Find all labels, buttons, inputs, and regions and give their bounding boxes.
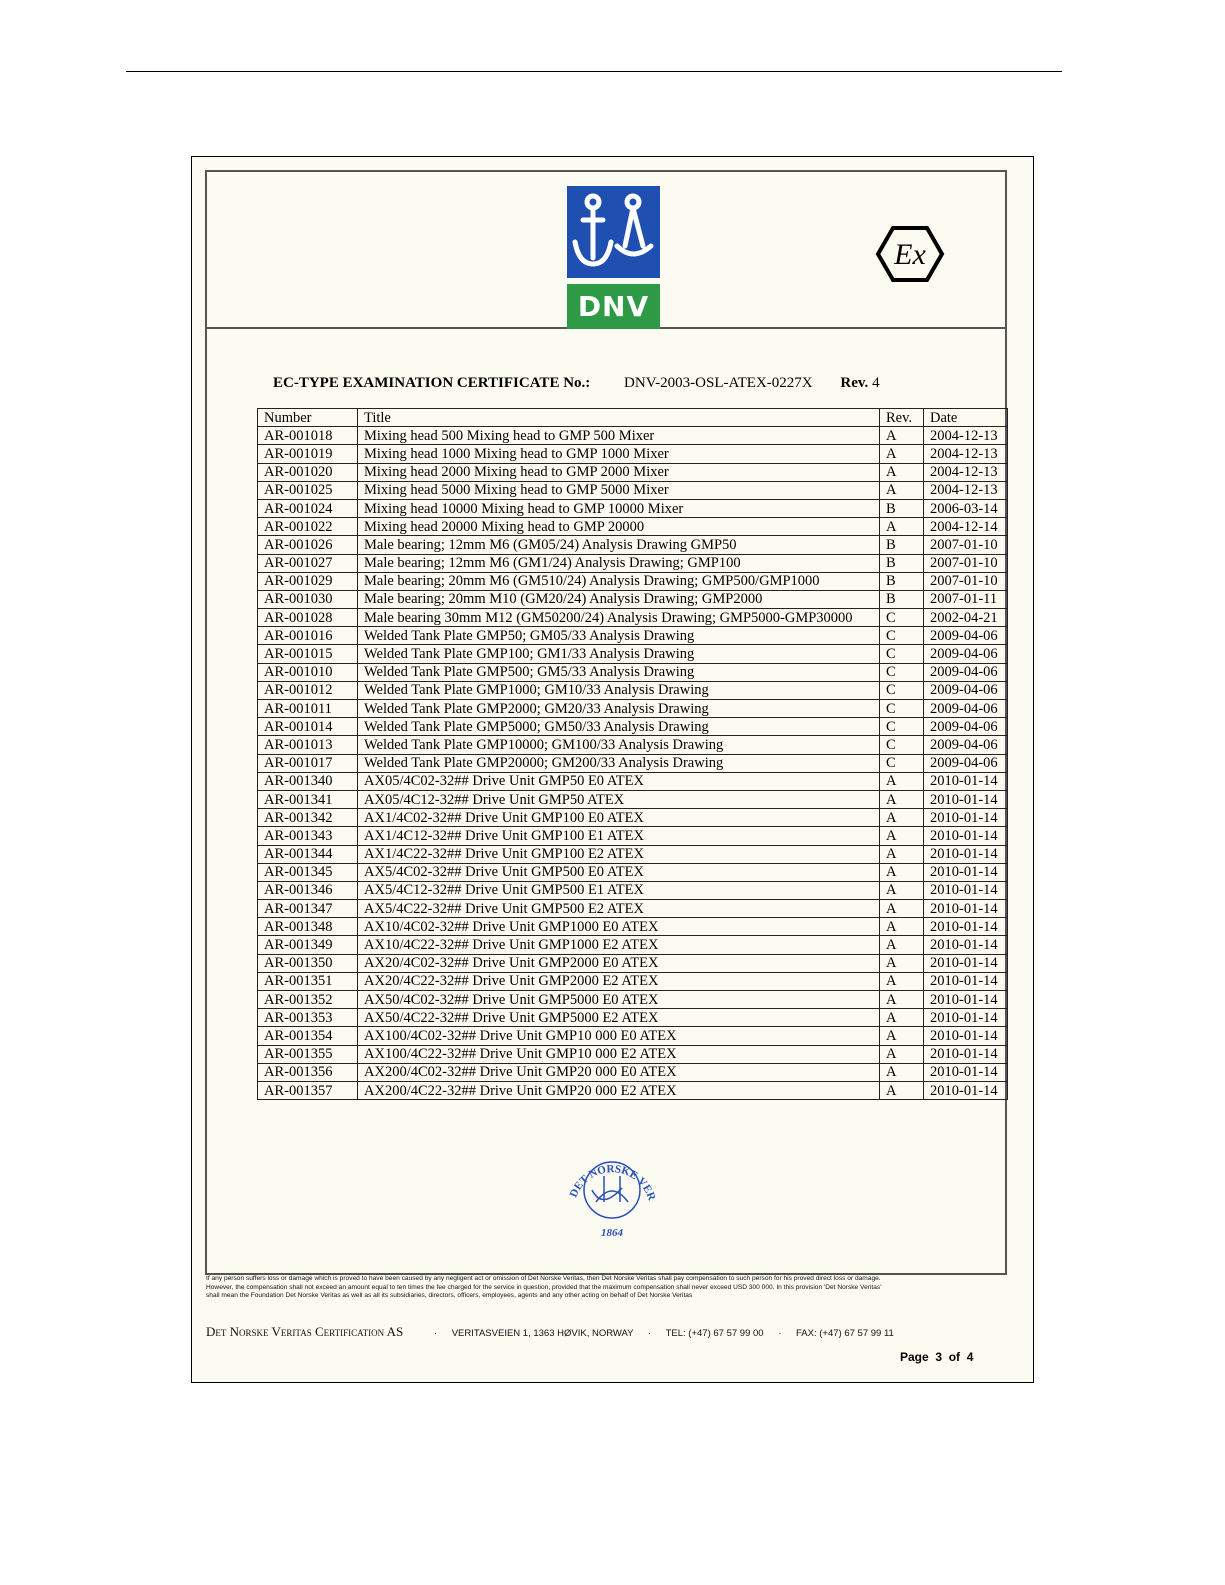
cell-title: AX100/4C02-32## Drive Unit GMP10 000 E0 ATEX <box>358 1027 880 1045</box>
cell-date: 2010-01-14 <box>924 972 1008 990</box>
cell-rev: B <box>880 536 924 554</box>
cell-rev: A <box>880 481 924 499</box>
table-row <box>258 772 1008 790</box>
table-row <box>258 463 1008 481</box>
footer-tel: TEL: (+47) 67 57 99 00 <box>665 1328 764 1339</box>
cell-date: 2004-12-13 <box>924 445 1008 463</box>
cell-title: Mixing head 2000 Mixing head to GMP 2000 Mixer <box>358 463 880 481</box>
cell-title: AX10/4C22-32## Drive Unit GMP1000 E2 ATEX <box>358 936 880 954</box>
dnv-logo: DNV <box>567 284 660 329</box>
table-row <box>258 700 1008 718</box>
seal-year: 1864 <box>601 1227 623 1239</box>
cell-rev: A <box>880 972 924 990</box>
cell-date: 2009-04-06 <box>924 681 1008 699</box>
cell-rev: B <box>880 554 924 572</box>
cell-title: Welded Tank Plate GMP100; GM1/33 Analysis Drawing <box>358 645 880 663</box>
cell-title: AX05/4C12-32## Drive Unit GMP50 ATEX <box>358 790 880 808</box>
ex-mark-text: Ex <box>894 238 926 271</box>
table-row <box>258 681 1008 699</box>
page-total: 4 <box>966 1350 974 1364</box>
cell-date: 2010-01-14 <box>924 881 1008 899</box>
cell-date: 2009-04-06 <box>924 663 1008 681</box>
table-row <box>258 627 1008 645</box>
cell-title: AX50/4C02-32## Drive Unit GMP5000 E0 ATEX <box>358 991 880 1009</box>
svg-text:DET NORSKE VERITAS <box>562 1140 658 1203</box>
cell-number: AR-001016 <box>258 627 358 645</box>
table-row <box>258 1081 1008 1099</box>
cell-date: 2010-01-14 <box>924 863 1008 881</box>
cell-date: 2009-04-06 <box>924 736 1008 754</box>
cell-date: 2002-04-21 <box>924 609 1008 627</box>
cell-rev: A <box>880 954 924 972</box>
cell-date: 2007-01-11 <box>924 590 1008 608</box>
cell-date: 2010-01-14 <box>924 827 1008 845</box>
cell-title: AX1/4C22-32## Drive Unit GMP100 E2 ATEX <box>358 845 880 863</box>
cell-date: 2010-01-14 <box>924 900 1008 918</box>
page-current: 3 <box>935 1350 943 1364</box>
cell-number: AR-001012 <box>258 681 358 699</box>
table-row <box>258 554 1008 572</box>
cell-date: 2004-12-13 <box>924 427 1008 445</box>
cell-date: 2009-04-06 <box>924 754 1008 772</box>
certificate-label: EC-TYPE EXAMINATION CERTIFICATE No.: <box>273 375 591 391</box>
cell-number: AR-001024 <box>258 499 358 517</box>
table-row <box>258 1045 1008 1063</box>
cell-date: 2006-03-14 <box>924 499 1008 517</box>
cell-title: Male bearing 30mm M12 (GM50200/24) Analysis Drawing; GMP5000-GMP30000 <box>358 609 880 627</box>
cell-rev: A <box>880 918 924 936</box>
cell-rev: C <box>880 736 924 754</box>
cell-number: AR-001015 <box>258 645 358 663</box>
cell-rev: C <box>880 700 924 718</box>
cell-rev: A <box>880 445 924 463</box>
cell-number: AR-001344 <box>258 845 358 863</box>
cell-title: AX5/4C22-32## Drive Unit GMP500 E2 ATEX <box>358 900 880 918</box>
table-row <box>258 918 1008 936</box>
cell-rev: B <box>880 499 924 517</box>
footer-company: Det Norske Veritas Certification AS <box>206 1324 404 1339</box>
cell-number: AR-001340 <box>258 772 358 790</box>
page-header-rule <box>126 71 1062 72</box>
column-header-date: Date <box>924 409 1008 427</box>
cell-number: AR-001025 <box>258 481 358 499</box>
table-row <box>258 1027 1008 1045</box>
table-row <box>258 991 1008 1009</box>
table-row <box>258 790 1008 808</box>
cell-title: AX20/4C22-32## Drive Unit GMP2000 E2 ATEX <box>358 972 880 990</box>
cell-date: 2010-01-14 <box>924 845 1008 863</box>
cell-rev: A <box>880 1027 924 1045</box>
cell-date: 2004-12-13 <box>924 463 1008 481</box>
cell-number: AR-001348 <box>258 918 358 936</box>
certificate-scan <box>191 156 1034 1383</box>
table-row <box>258 845 1008 863</box>
cell-rev: A <box>880 900 924 918</box>
table-row <box>258 954 1008 972</box>
cell-title: Mixing head 500 Mixing head to GMP 500 Mixer <box>358 427 880 445</box>
table-body <box>258 427 1008 1100</box>
cell-date: 2010-01-14 <box>924 1081 1008 1099</box>
certificate-number: DNV-2003-OSL-ATEX-0227X <box>624 375 813 391</box>
column-header-number: Number <box>258 409 358 427</box>
table-row <box>258 1009 1008 1027</box>
cell-title: AX100/4C22-32## Drive Unit GMP10 000 E2 ATEX <box>358 1045 880 1063</box>
cell-number: AR-001341 <box>258 790 358 808</box>
cell-date: 2007-01-10 <box>924 554 1008 572</box>
table-row <box>258 518 1008 536</box>
table-row <box>258 809 1008 827</box>
cell-title: AX5/4C12-32## Drive Unit GMP500 E1 ATEX <box>358 881 880 899</box>
page-indicator <box>900 1350 973 1364</box>
page-label: Page <box>900 1350 929 1364</box>
cell-title: Welded Tank Plate GMP1000; GM10/33 Analysis Drawing <box>358 681 880 699</box>
cell-date: 2010-01-14 <box>924 991 1008 1009</box>
cell-number: AR-001013 <box>258 736 358 754</box>
cell-number: AR-001342 <box>258 809 358 827</box>
cell-rev: C <box>880 681 924 699</box>
cell-rev: A <box>880 1045 924 1063</box>
cell-title: Male bearing; 20mm M10 (GM20/24) Analysis Drawing; GMP2000 <box>358 590 880 608</box>
dnv-anchor-icon <box>567 186 660 278</box>
cell-title: Male bearing; 12mm M6 (GM05/24) Analysis Drawing GMP50 <box>358 536 880 554</box>
cell-date: 2004-12-13 <box>924 481 1008 499</box>
cell-date: 2010-01-14 <box>924 1009 1008 1027</box>
page-of-label: of <box>948 1350 961 1364</box>
table-row <box>258 536 1008 554</box>
cell-rev: A <box>880 772 924 790</box>
table-row <box>258 827 1008 845</box>
cell-rev: A <box>880 881 924 899</box>
table-row <box>258 663 1008 681</box>
cell-title: AX20/4C02-32## Drive Unit GMP2000 E0 ATEX <box>358 954 880 972</box>
table-row <box>258 427 1008 445</box>
cell-number: AR-001020 <box>258 463 358 481</box>
table-row <box>258 754 1008 772</box>
cell-date: 2010-01-14 <box>924 809 1008 827</box>
cell-title: Mixing head 5000 Mixing head to GMP 5000 Mixer <box>358 481 880 499</box>
cell-number: AR-001026 <box>258 536 358 554</box>
cell-rev: C <box>880 718 924 736</box>
cell-rev: A <box>880 1063 924 1081</box>
cell-title: Mixing head 10000 Mixing head to GMP 10000 Mixer <box>358 499 880 517</box>
cell-number: AR-001343 <box>258 827 358 845</box>
certificate-revision <box>840 375 879 391</box>
cell-title: AX1/4C12-32## Drive Unit GMP100 E1 ATEX <box>358 827 880 845</box>
cell-number: AR-001353 <box>258 1009 358 1027</box>
certificate-footer: Det Norske Veritas Certification AS · VERITASVEIEN 1, 1363 HØVIK, NORWAY · TEL: (+47) 67 57 99 00 · FAX: (+47) 67 57 99 11 <box>206 1324 894 1339</box>
table-row <box>258 445 1008 463</box>
drawing-list-table <box>257 408 1008 1100</box>
table-header-row <box>258 409 1008 427</box>
table-row <box>258 936 1008 954</box>
cell-number: AR-001346 <box>258 881 358 899</box>
cell-number: AR-001356 <box>258 1063 358 1081</box>
cell-title: Welded Tank Plate GMP50; GM05/33 Analysis Drawing <box>358 627 880 645</box>
cell-number: AR-001347 <box>258 900 358 918</box>
certificate-title <box>273 375 880 392</box>
cell-number: AR-001030 <box>258 590 358 608</box>
revision-value: 4 <box>872 375 880 391</box>
table-row <box>258 481 1008 499</box>
cell-rev: A <box>880 518 924 536</box>
table-row <box>258 718 1008 736</box>
table-row <box>258 590 1008 608</box>
cell-number: AR-001357 <box>258 1081 358 1099</box>
cell-rev: A <box>880 827 924 845</box>
cell-rev: A <box>880 427 924 445</box>
cell-title: AX200/4C02-32## Drive Unit GMP20 000 E0 ATEX <box>358 1063 880 1081</box>
cell-number: AR-001352 <box>258 991 358 1009</box>
cell-date: 2010-01-14 <box>924 954 1008 972</box>
cell-date: 2009-04-06 <box>924 700 1008 718</box>
liability-line: However, the compensation shall not exceed an amount equal to ten times the fee charged for the service in question, provided that the maximum compensation shall never exceed USD 300 000. In this provision 'Det Norske Veritas' <box>206 1283 882 1291</box>
cell-date: 2010-01-14 <box>924 1027 1008 1045</box>
table-row <box>258 972 1008 990</box>
cell-title: AX200/4C22-32## Drive Unit GMP20 000 E2 ATEX <box>358 1081 880 1099</box>
cell-date: 2010-01-14 <box>924 1045 1008 1063</box>
cell-rev: C <box>880 754 924 772</box>
cell-rev: C <box>880 609 924 627</box>
cell-number: AR-001350 <box>258 954 358 972</box>
cell-number: AR-001011 <box>258 700 358 718</box>
ex-hexagon-icon <box>875 224 945 284</box>
cell-rev: C <box>880 627 924 645</box>
table-row <box>258 499 1008 517</box>
cell-number: AR-001029 <box>258 572 358 590</box>
cell-title: AX10/4C02-32## Drive Unit GMP1000 E0 ATEX <box>358 918 880 936</box>
cell-title: AX05/4C02-32## Drive Unit GMP50 E0 ATEX <box>358 772 880 790</box>
cell-title: AX5/4C02-32## Drive Unit GMP500 E0 ATEX <box>358 863 880 881</box>
cell-number: AR-001354 <box>258 1027 358 1045</box>
cell-number: AR-001022 <box>258 518 358 536</box>
table-row <box>258 645 1008 663</box>
cell-title: Welded Tank Plate GMP5000; GM50/33 Analysis Drawing <box>358 718 880 736</box>
cell-date: 2010-01-14 <box>924 790 1008 808</box>
certificate-border <box>205 170 1007 1275</box>
cell-date: 2010-01-14 <box>924 936 1008 954</box>
column-header-title: Title <box>358 409 880 427</box>
column-header-rev: Rev. <box>880 409 924 427</box>
cell-title: Welded Tank Plate GMP2000; GM20/33 Analysis Drawing <box>358 700 880 718</box>
cell-rev: A <box>880 991 924 1009</box>
cell-rev: A <box>880 863 924 881</box>
cell-date: 2007-01-10 <box>924 536 1008 554</box>
cell-rev: A <box>880 1009 924 1027</box>
cell-number: AR-001019 <box>258 445 358 463</box>
cell-number: AR-001028 <box>258 609 358 627</box>
cell-date: 2004-12-14 <box>924 518 1008 536</box>
cell-date: 2010-01-14 <box>924 1063 1008 1081</box>
liability-line: shall mean the Foundation Det Norske Veritas as well as all its subsidiaries, directors, officers, employees, agents and any other acting on behalf of Det Norske Veritas <box>206 1292 693 1299</box>
cell-title: Mixing head 20000 Mixing head to GMP 20000 <box>358 518 880 536</box>
table-row <box>258 572 1008 590</box>
cell-rev: A <box>880 790 924 808</box>
liability-notice <box>206 1275 1006 1301</box>
cell-rev: A <box>880 463 924 481</box>
cell-rev: A <box>880 809 924 827</box>
cell-date: 2009-04-06 <box>924 718 1008 736</box>
cell-number: AR-001349 <box>258 936 358 954</box>
cell-title: AX1/4C02-32## Drive Unit GMP100 E0 ATEX <box>358 809 880 827</box>
cell-title: Male bearing; 20mm M6 (GM510/24) Analysis Drawing; GMP500/GMP1000 <box>358 572 880 590</box>
cell-rev: A <box>880 845 924 863</box>
cell-rev: C <box>880 663 924 681</box>
table-row <box>258 900 1008 918</box>
cell-date: 2009-04-06 <box>924 627 1008 645</box>
cell-rev: A <box>880 936 924 954</box>
cell-rev: A <box>880 1081 924 1099</box>
cell-number: AR-001014 <box>258 718 358 736</box>
cell-number: AR-001345 <box>258 863 358 881</box>
cell-number: AR-001027 <box>258 554 358 572</box>
cell-date: 2010-01-14 <box>924 772 1008 790</box>
table-row <box>258 736 1008 754</box>
table-row <box>258 881 1008 899</box>
dnv-seal-stamp-icon <box>562 1140 662 1240</box>
cell-number: AR-001017 <box>258 754 358 772</box>
cell-title: Welded Tank Plate GMP10000; GM100/33 Analysis Drawing <box>358 736 880 754</box>
table-row <box>258 1063 1008 1081</box>
table-row <box>258 863 1008 881</box>
table-row <box>258 609 1008 627</box>
liability-line: If any person suffers loss or damage which is proved to have been caused by any negligent act or omission of Det Norske Veritas, then Det Norske Veritas shall pay compensation to such person for his proved direct loss or damage. <box>206 1275 881 1282</box>
footer-address: VERITASVEIEN 1, 1363 HØVIK, NORWAY <box>451 1328 634 1339</box>
cell-date: 2009-04-06 <box>924 645 1008 663</box>
cell-rev: B <box>880 572 924 590</box>
cell-date: 2007-01-10 <box>924 572 1008 590</box>
cell-title: Male bearing; 12mm M6 (GM1/24) Analysis Drawing; GMP100 <box>358 554 880 572</box>
seal-text: DET NORSKE VER <box>567 1163 658 1203</box>
cell-rev: C <box>880 645 924 663</box>
cell-title: Mixing head 1000 Mixing head to GMP 1000 Mixer <box>358 445 880 463</box>
cell-number: AR-001355 <box>258 1045 358 1063</box>
cell-number: AR-001010 <box>258 663 358 681</box>
revision-label: Rev. <box>840 375 869 391</box>
cell-title: AX50/4C22-32## Drive Unit GMP5000 E2 ATEX <box>358 1009 880 1027</box>
cell-number: AR-001351 <box>258 972 358 990</box>
cell-rev: B <box>880 590 924 608</box>
cell-title: Welded Tank Plate GMP500; GM5/33 Analysis Drawing <box>358 663 880 681</box>
cell-number: AR-001018 <box>258 427 358 445</box>
cell-date: 2010-01-14 <box>924 918 1008 936</box>
cell-title: Welded Tank Plate GMP20000; GM200/33 Analysis Drawing <box>358 754 880 772</box>
footer-fax: FAX: (+47) 67 57 99 11 <box>796 1328 894 1339</box>
